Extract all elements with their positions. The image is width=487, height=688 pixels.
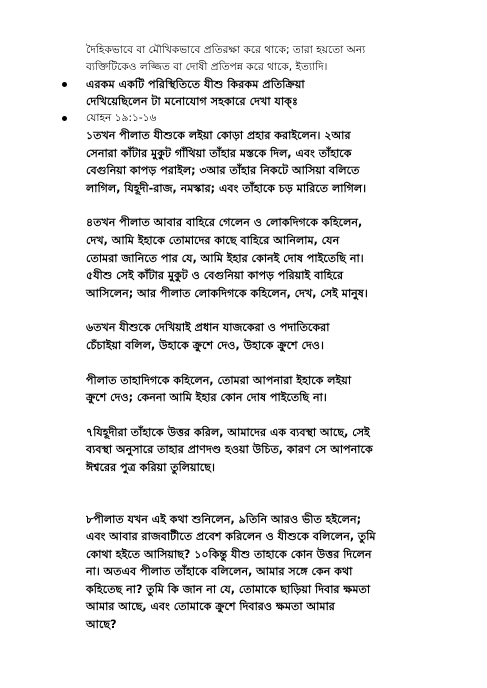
paragraph-gap [62,407,472,424]
passage-line: ৭যিহূদীরা তাঁহাকে উত্তর করিল, আমাদের এক ব্যবস্থা আছে, সেই [86,425,370,439]
passage-line: কহিতেছ না? তুমি কি জান না যে, তোমাকে ছাড়িয়া দিবার ক্ষমতা [86,582,371,596]
passage-line: আসিলেন; আর পীলাত লোকদিগকে কহিলেন, দেখ, সেই মানুষ। [86,286,368,300]
paragraph-gap [62,302,472,319]
bullet-reference [62,110,472,127]
passage-line: তোমরা জানিতে পার যে, আমি ইহার কোনই দোষ পাইতেছি না। [86,251,364,265]
passage-line: ৮পীলাত যখন এই কথা শুনিলেন, ৯তিনি আরও ভীত হইলেন; [86,512,362,526]
bullet-icon [62,82,67,87]
passage-line: ৫যীশু সেই কাঁটার মুকুট ও বেগুনিয়া কাপড় পরিয়াই বাহিরে [86,269,344,283]
passage-paragraph-4 [86,372,472,407]
bullet-icon [62,116,67,121]
passage-paragraph-3 [86,319,472,354]
passage-paragraph-2 [86,214,472,302]
passage-line: চেঁচাইয়া বলিল, উহাকে ক্রুশে দেও, উহাকে ক্রুশে দেও। [86,338,324,352]
passage-line: ঈশ্বরের পুত্র করিয়া তুলিয়াছে। [86,460,215,474]
passage-line: এবং আবার রাজবাটীতে প্রবেশ করিলেন ও যীশুকে বলিলেন, তুমি [86,530,376,544]
intro-line: দৈহিকভাবে বা মৌখিকভাবে প্রতিরক্ষা করে থাকে; তারা হয়তো অন্য [86,44,366,56]
passage-line: ৪তখন পীলাত আবার বাহিরে গেলেন ও লোকদিগকে কহিলেন, [86,216,363,230]
passage-line: কোথা হইতে আসিয়াছ? ১০কিন্তু যীশু তাহাকে কোন উত্তর দিলেন [86,547,372,561]
paragraph-gap [62,355,472,372]
passage-line: আমার আছে, এবং তোমাকে ক্রুশে দিবারও ক্ষমতা আমার [86,600,335,614]
intro-paragraph [86,42,472,76]
question-line: দেখিয়েছিলেন টা মনোযোগ সহকারে দেখা যাক্ঃ [86,95,298,108]
passage-line: ১তখন পীলাত যীশুকে লইয়া কোড়া প্রহার করাইলেন। ২আর [86,129,351,142]
passage-paragraph-5 [86,424,472,477]
passage-line: আছে? [86,618,117,632]
intro-line: ব্যক্তিটিকেও লজ্জিত বা দোষী প্রতিপন্ন করে থাকে, ইত্যাদি। [86,61,328,73]
passage-line: ক্রুশে দেও; কেননা আমি ইহার কোন দোষ পাইতেছি না। [86,391,327,405]
passage-line: ব্যবস্থা অনুসারে তাহার প্রাণদণ্ড হওয়া উচিত, কারণ সে আপনাকে [86,443,373,457]
passage-line: ৬তখন যীশুকে দেখিয়াই প্রধান যাজকেরা ও পদাতিকেরা [86,321,330,335]
passage-line: না। অতএব পীলাত তাঁহাকে বলিলেন, আমার সঙ্গে কেন কথা [86,565,353,579]
passage-line: দেখ, আমি ইহাকে তোমাদের কাছে বাহিরে আনিলাম, যেন [86,233,340,247]
document-content [62,42,472,634]
bullet-question [62,76,472,110]
paragraph-gap [62,197,472,214]
passage-paragraph-6 [86,511,472,634]
question-line: এরকম একটি পরিস্থিতিতে যীশু কিরকম প্রতিক্রিয়া [86,78,305,91]
passage-line: পীলাত তাহাদিগকে কহিলেন, তোমরা আপনারা ইহাকে লইয়া [86,373,352,387]
passage-line: বেগুনিয়া কাপড় পরাইল; ৩আর তাঁহার নিকটে আসিয়া বলিতে [86,164,360,178]
passage-paragraph-1 [86,127,472,197]
scripture-reference: যোহন ১৯:১-১৬ [86,112,157,124]
passage-line: সেনারা কাঁটার মুকুট গাঁথিয়া তাঁহার মস্তকে দিল, এবং তাঁহাকে [86,146,352,160]
paragraph-gap [62,477,472,511]
passage-line: লাগিল, যিহূদী-রাজ, নমস্কার; এবং তাঁহাকে চড় মারিতে লাগিল। [86,181,367,195]
